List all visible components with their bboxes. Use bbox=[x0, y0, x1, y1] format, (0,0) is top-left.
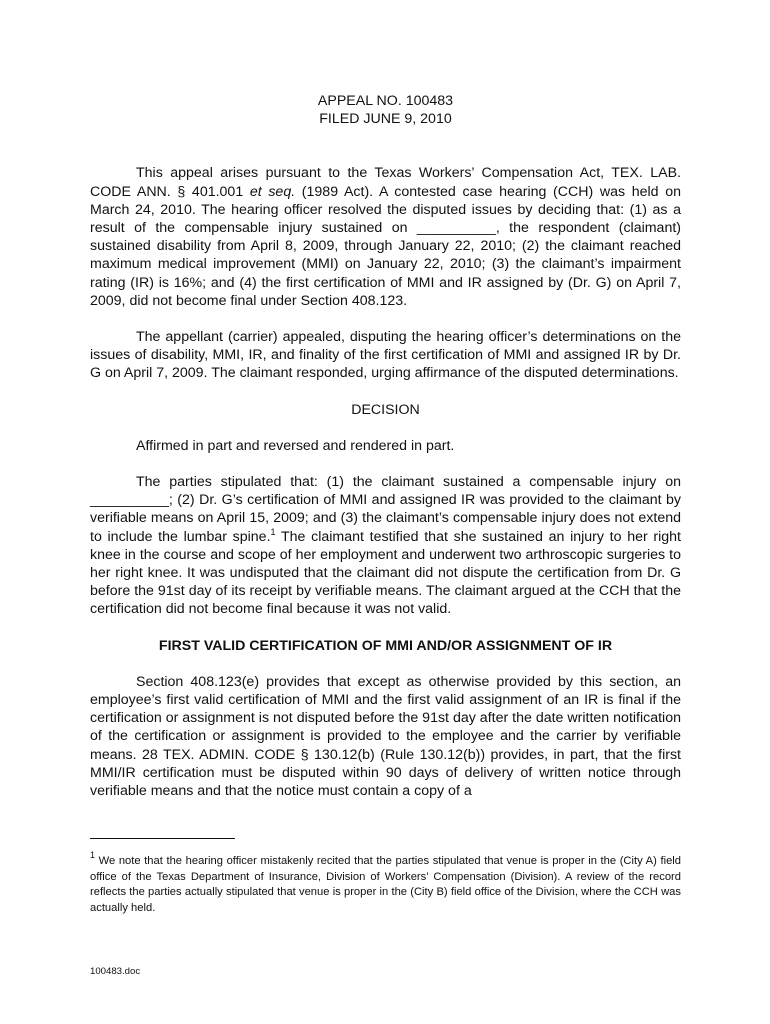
heading-decision: DECISION bbox=[351, 401, 420, 418]
paragraph-disposition: Affirmed in part and reversed and rendered in part. bbox=[136, 437, 455, 454]
paragraph-intro-italic: et seq. bbox=[249, 183, 296, 200]
footnote-reference: 1 bbox=[270, 526, 276, 537]
document-header bbox=[90, 92, 681, 128]
paragraph-intro-text-b: (1989 Act). A contested case hearing (CCH) was held on March 24, 2010. The hearing officer resolved the disputed issues by deciding that: (1) as a result of the compensable injury sustained on __________, the respondent (claimant) sustained disability from April 8, 2009, through January 22, 2010; (2) the claimant reached maximum medical improvement (MMI) on January 22, 2010; (3) the claimant’s impairment rating (IR) is 16%; and (4) the first certification of MMI and IR assigned by (Dr. G) on April 7, 2009, did not become final under Section 408.123. bbox=[90, 183, 681, 309]
footnote-text: We note that the hearing officer mistakenly recited that the parties stipulated that venue is proper in the (City A) field office of the Texas Department of Insurance, Division of Workers’ Compensation (Division). A review of the record reflects the parties actually stipulated that venue is proper in the (City B) field office of the Division, where the CCH was actually held. bbox=[90, 855, 681, 914]
footnote-divider bbox=[90, 838, 235, 839]
footnote-mark: 1 bbox=[90, 850, 96, 860]
paragraph-intro-text-a: This appeal arises pursuant to the Texas Workers’ Compensation Act, TEX. LAB. CODE ANN. § 401.001 bbox=[90, 165, 681, 200]
paragraph-stipulations-text-a: The parties stipulated that: (1) the claimant sustained a compensable injury on __________; (2) Dr. G’s certification of MMI and assigned IR was provided to the claimant by verifiable means on April 15, 2009; and (3) the claimant’s compensable injury does not extend to include the lumbar spine. bbox=[90, 474, 681, 545]
paragraph-stipulations bbox=[90, 473, 681, 619]
paragraph-section-408: Section 408.123(e) provides that except as otherwise provided by this section, an employee’s first valid certification of MMI and the first valid assignment of an IR is final if the certification or assignment is not disputed before the 91st day after the date written notification of the certification or assignment is provided to the employee and the carrier by verifiable means. 28 TEX. ADMIN. CODE § 130.12(b) (Rule 130.12(b)) provides, in part, that the first MMI/IR certification must be disputed within 90 days of delivery of written notice through verifiable means and that the notice must contain a copy of a bbox=[90, 673, 681, 800]
document-body bbox=[90, 92, 681, 800]
paragraph-appeal: The appellant (carrier) appealed, disputing the hearing officer’s determinations on the issues of disability, MMI, IR, and finality of the first certification of MMI and assigned IR by Dr. G on April 7, 2009. The claimant responded, urging affirmance of the disputed determinations. bbox=[90, 329, 681, 382]
footer-filename: 100483.doc bbox=[90, 966, 141, 977]
footnote bbox=[90, 850, 681, 916]
appeal-number: APPEAL NO. 100483 bbox=[317, 93, 454, 109]
filed-date: FILED JUNE 9, 2010 bbox=[319, 111, 452, 128]
paragraph-intro bbox=[90, 164, 681, 310]
spacer bbox=[90, 128, 681, 164]
heading-first-valid-certification: FIRST VALID CERTIFICATION OF MMI AND/OR ASSIGNMENT OF IR bbox=[158, 637, 613, 654]
paragraph-stipulations-text-b: The claimant testified that she sustained an injury to her right knee in the course and scope of her employment and underwent two arthroscopic surgeries to her right knee. It was undisputed that the claimant did not dispute the certification from Dr. G before the 91st day of its receipt by verifiable means. The claimant argued at the CCH that the certification did not become final because it was not valid. bbox=[90, 528, 681, 618]
